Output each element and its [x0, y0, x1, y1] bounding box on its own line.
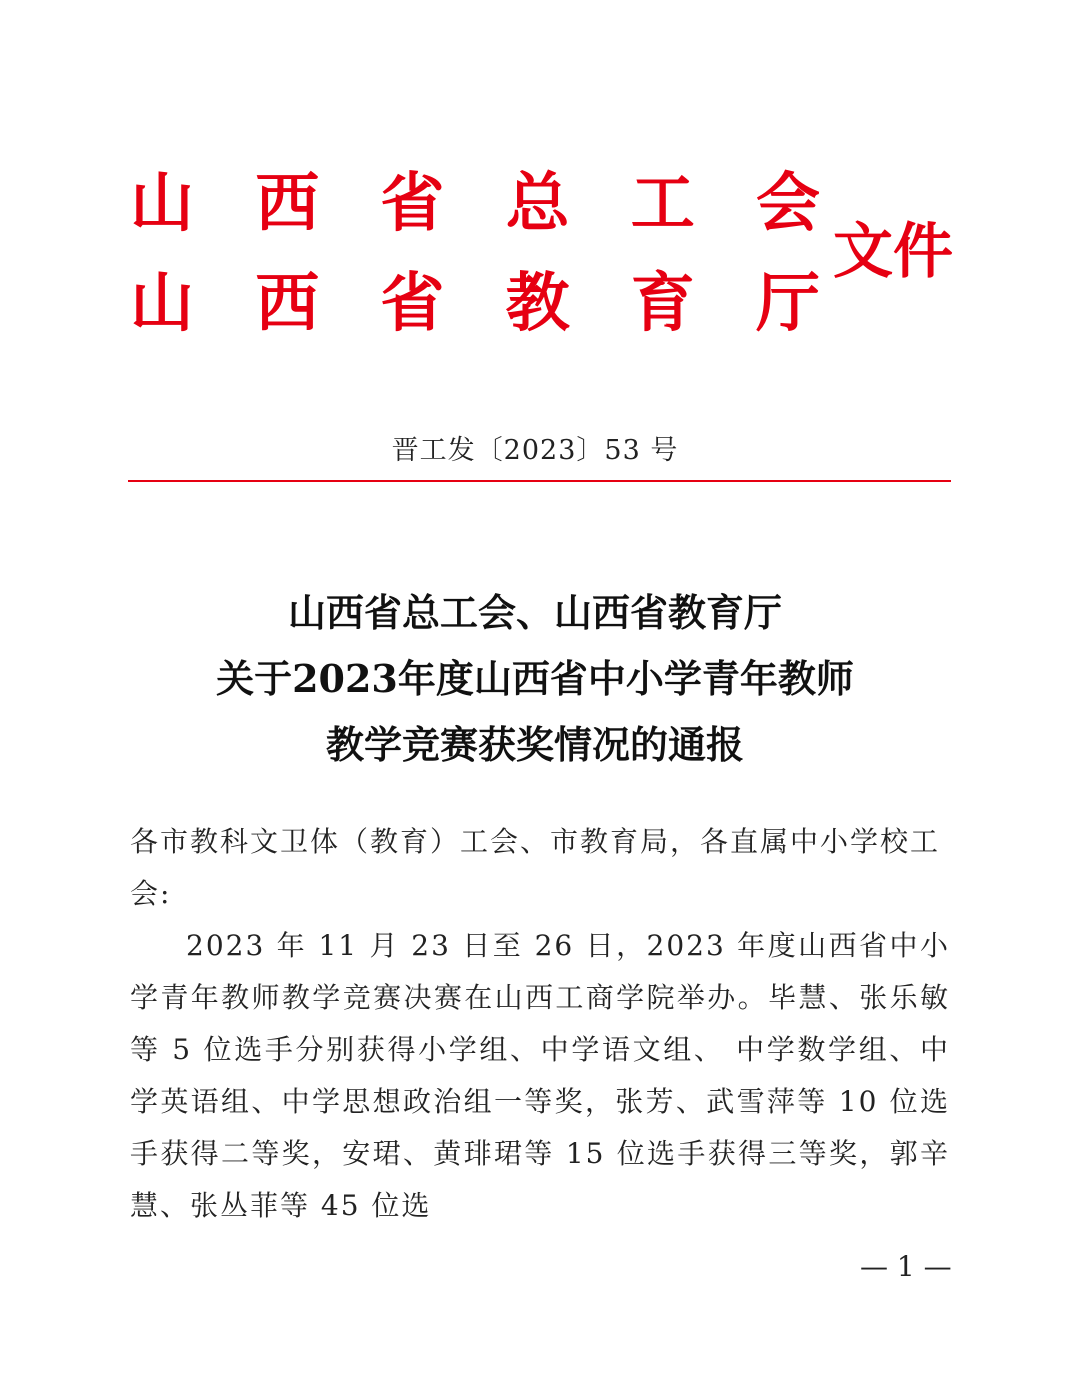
page-number: — 1 — — [860, 1250, 952, 1283]
header-char: 教 — [505, 266, 570, 341]
header-char: 会 — [755, 166, 820, 241]
issuer-name-row-2 — [130, 266, 820, 341]
title-line-3: 教学竞赛获奖情况的通报 — [325, 722, 744, 767]
header-char: 山 — [130, 166, 194, 241]
header-char: 西 — [255, 166, 320, 241]
document-number: 晋工发〔2023〕53 号 — [391, 435, 679, 466]
header-char: 总 — [505, 166, 570, 241]
header-char: 省 — [380, 266, 445, 341]
body-paragraph: 2023 年 11 月 23 日至 26 日，2023 年度山西省中小学青年教师教学竞赛决赛在山西工商学院举办。毕慧、张乐敏等 5 位选手分别获得小学组、中学语文组、 中学数学组、中学英语组、中学思想政治组一等奖，张芳、武雪萍等 10 位选手获得二等奖，安珺、黄琲珺等 15 位选手获得三等奖，郭辛慧、张丛菲等 45 位选 — [130, 929, 950, 1222]
header-char: 山 — [130, 266, 194, 341]
document-title — [0, 580, 1070, 778]
issuer-name-row-1 — [130, 166, 820, 241]
document-suffix: 文件 — [833, 217, 953, 287]
header-char: 省 — [380, 166, 445, 241]
header-char: 厅 — [755, 266, 820, 341]
header-char: 西 — [255, 266, 320, 341]
red-divider — [128, 480, 951, 482]
header-char: 工 — [630, 166, 695, 241]
salutation: 各市教科文卫体（教育）工会、市教育局，各直属中小学校工会: — [130, 825, 941, 910]
title-line-2: 关于2023年度山西省中小学青年教师 — [216, 656, 854, 701]
title-line-1: 山西省总工会、山西省教育厅 — [287, 590, 782, 635]
header-char: 育 — [630, 266, 695, 341]
